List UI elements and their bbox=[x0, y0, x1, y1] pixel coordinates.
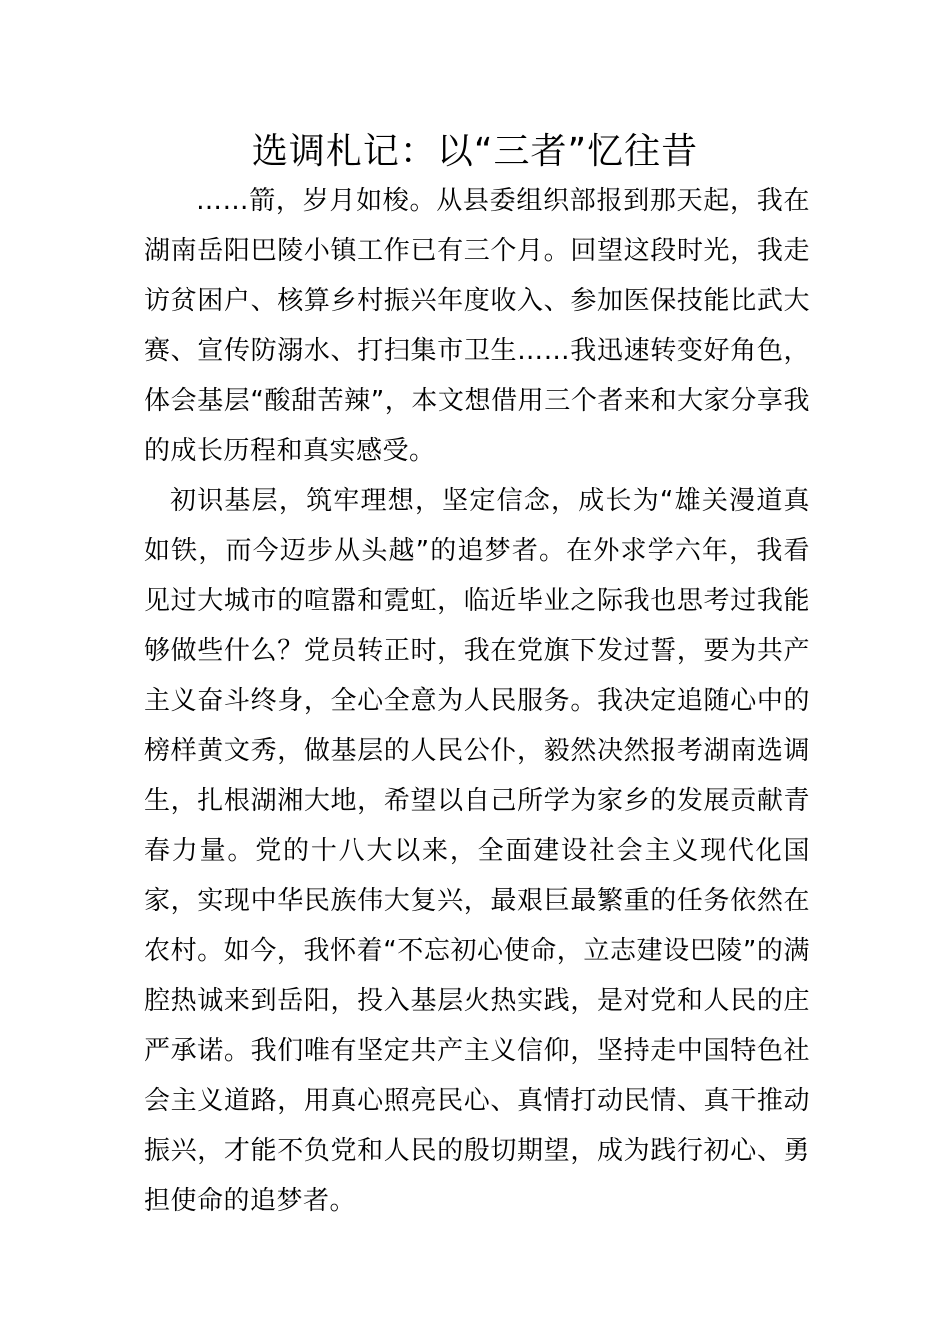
paragraph-first-section: 初识基层，筑牢理想，坚定信念，成长为“雄关漫道真如铁，而今迈步从头越”的追梦者。在外求学六年，我看见过大城市的喧嚣和霓虹，临近毕业之际我也思考过我能够做些什么？党员转正时，我在党旗下发过誓，要为共产主义奋斗终身，全心全意为人民服务。我决定追随心中的榜样黄文秀，做基层的人民公仆，毅然决然报考湖南选调生，扎根湖湘大地，希望以自己所学为家乡的发展贡献青春力量。党的十八大以来，全面建设社会主义现代化国家，实现中华民族伟大复兴，最艰巨最繁重的任务依然在农村。如今，我怀着“不忘初心使命，立志建设巴陵”的满腔热诚来到岳阳，投入基层火热实践，是对党和人民的庄严承诺。我们唯有坚定共产主义信仰，坚持走中国特色社会主义道路，用真心照亮民心、真情打动民情、真干推动振兴，才能不负党和人民的殷切期望，成为践行初心、勇担使命的追梦者。 bbox=[144, 486, 810, 1216]
paragraph-intro: ……箭，岁月如梭。从县委组织部报到那天起，我在湖南岳阳巴陵小镇工作已有三个月。回望这段时光，我走访贫困户、核算乡村振兴年度收入、参加医保技能比武大赛、宣传防溺水、打扫集市卫生……我迅速转变好角色，体会基层“酸甜苦辣”，本文想借用三个者来和大家分享我的成长历程和真实感受。 bbox=[144, 186, 810, 466]
document-title: 选调札记：以“三者”忆往昔 bbox=[251, 131, 699, 172]
